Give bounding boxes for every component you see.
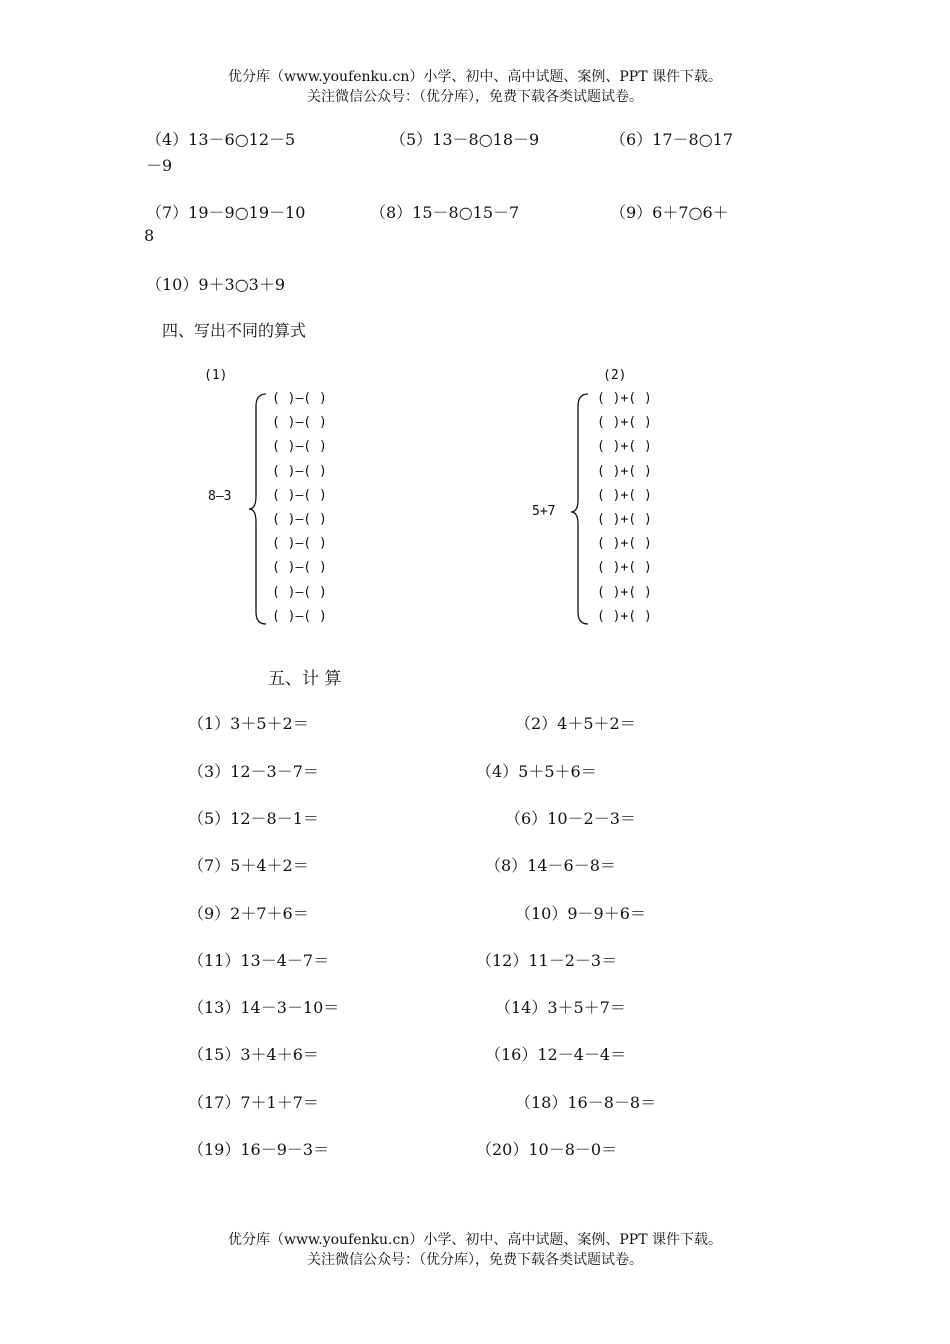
blank-pair-row: ( )—( ) <box>272 463 327 479</box>
section4-right-label: (2) <box>603 368 627 383</box>
blank-pair-row: ( )+( ) <box>597 391 652 406</box>
blank-pair-row: ( )—( ) <box>272 536 327 552</box>
compare-q6-continued: －9 <box>146 156 173 175</box>
blank-pair-row: ( )—( ) <box>272 608 327 624</box>
section5-title: 五、计 算 <box>268 669 342 689</box>
calc-item: （7）5＋4＋2＝ <box>188 856 309 875</box>
blank-pair-row: ( )+( ) <box>597 487 652 503</box>
calc-item: （14）3＋5＋7＝ <box>495 998 626 1017</box>
left-brace-icon <box>248 392 270 626</box>
calc-item: （2）4＋5＋2＝ <box>515 714 636 733</box>
blank-pair-row: ( )—( ) <box>272 439 327 455</box>
blank-pair-row: ( )—( ) <box>272 584 327 600</box>
calc-item: （13）14－3－10＝ <box>188 998 340 1017</box>
blank-pair-row: ( )+( ) <box>597 584 652 600</box>
compare-q6: （6）17－8○17 <box>610 130 734 149</box>
blank-pair-row: ( )+( ) <box>597 439 652 455</box>
compare-q10: （10）9＋3○3＋9 <box>146 275 286 294</box>
footer-line-2: 关注微信公众号：（优分库），免费下载各类试题试卷。 <box>307 1252 643 1268</box>
header-line-2: 关注微信公众号：（优分库），免费下载各类试题试卷。 <box>307 89 643 105</box>
calc-item: （15）3＋4＋6＝ <box>188 1045 319 1064</box>
footer-line-1: 优分库（www.youfenku.cn）小学、初中、高中试题、案例、PPT 课件下载。 <box>227 1232 722 1248</box>
header-line-1: 优分库（www.youfenku.cn）小学、初中、高中试题、案例、PPT 课件下载。 <box>227 69 722 85</box>
right-brace-icon <box>570 392 592 626</box>
calc-item: （4）5＋5＋6＝ <box>476 762 597 781</box>
compare-q8: （8）15－8○15－7 <box>370 203 520 222</box>
calc-item: （12）11－2－3＝ <box>476 951 618 970</box>
blank-pair-row: ( )+( ) <box>597 560 652 576</box>
calc-item: （1）3＋5＋2＝ <box>188 714 309 733</box>
compare-q9-continued: 8 <box>144 226 155 245</box>
blank-pair-row: ( )—( ) <box>272 512 327 527</box>
calc-item: （17）7＋1＋7＝ <box>188 1093 319 1112</box>
blank-pair-row: ( )—( ) <box>272 560 327 576</box>
blank-pair-row: ( )—( ) <box>272 391 327 406</box>
calc-item: （9）2＋7＋6＝ <box>188 904 309 923</box>
calc-item: （16）12－4－4＝ <box>485 1045 627 1064</box>
section4-right-expression: 5+7 <box>532 504 556 519</box>
blank-pair-row: ( )—( ) <box>272 487 327 503</box>
calc-item: （8）14－6－8＝ <box>485 856 616 875</box>
calc-item: （18）16－8－8＝ <box>515 1093 657 1112</box>
section4-left-label: (1) <box>204 368 228 383</box>
section4-left-expression: 8—3 <box>208 489 232 504</box>
blank-pair-row: ( )+( ) <box>597 608 652 624</box>
compare-q5: （5）13－8○18－9 <box>390 130 540 149</box>
calc-item: （20）10－8－0＝ <box>476 1140 618 1159</box>
calc-item: （5）12－8－1＝ <box>188 809 319 828</box>
calc-item: （10）9－9＋6＝ <box>515 904 646 923</box>
blank-pair-row: ( )+( ) <box>597 536 652 552</box>
blank-pair-row: ( )+( ) <box>597 463 652 479</box>
blank-pair-row: ( )—( ) <box>272 415 327 431</box>
section4-title: 四、写出不同的算式 <box>162 321 307 340</box>
blank-pair-row: ( )+( ) <box>597 512 652 527</box>
compare-q9: （9）6＋7○6＋ <box>610 203 729 222</box>
calc-item: （6）10－2－3＝ <box>505 809 636 828</box>
calc-item: （11）13－4－7＝ <box>188 951 330 970</box>
compare-q4: （4）13－6○12－5 <box>146 130 296 149</box>
calc-item: （19）16－9－3＝ <box>188 1140 330 1159</box>
compare-q7: （7）19－9○19－10 <box>146 203 306 222</box>
blank-pair-row: ( )+( ) <box>597 415 652 431</box>
calc-item: （3）12－3－7＝ <box>188 762 319 781</box>
